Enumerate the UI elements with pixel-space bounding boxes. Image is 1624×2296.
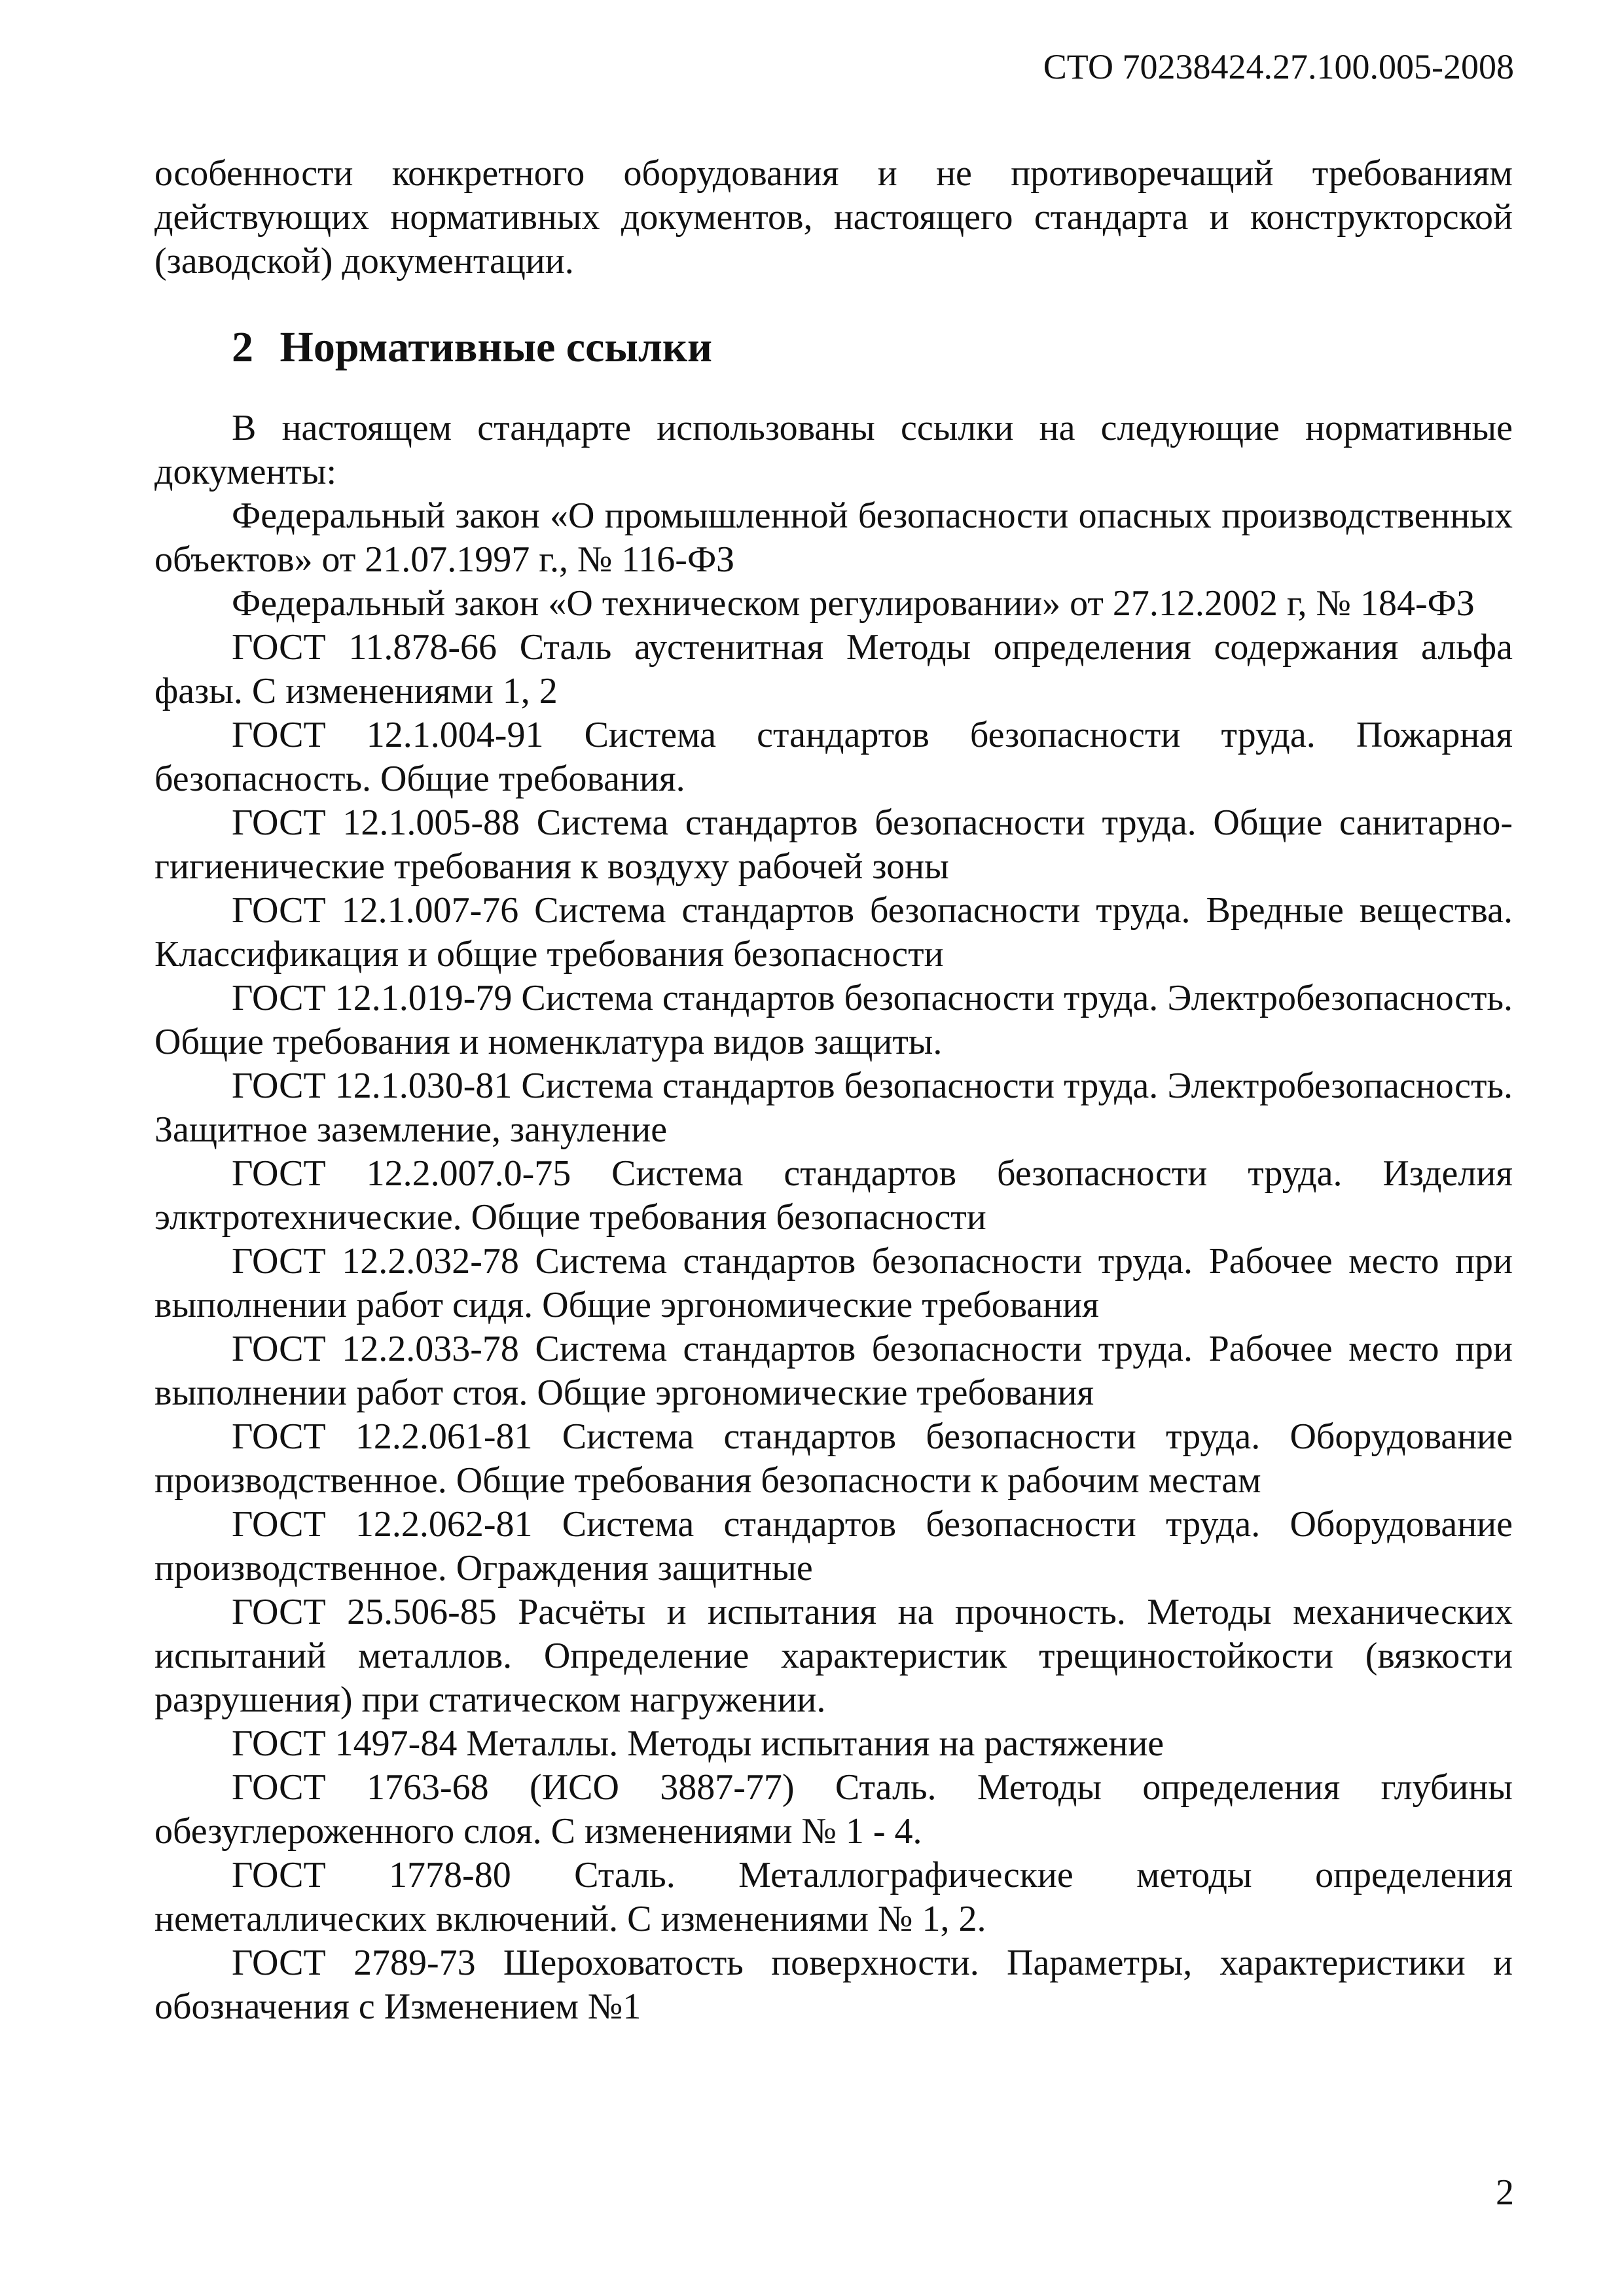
section-lead-paragraph: В настоящем стандарте использованы ссылки на следующие нормативные документы: <box>154 408 1513 492</box>
intro-paragraph: особенности конкретного оборудования и не противоречащий требованиям действующих нормативных документов, настоящего стандарта и конструкторской (заводской) документации. <box>154 153 1513 281</box>
reference-item: ГОСТ 2789-73 Шероховатость поверхности. Параметры, характеристики и обозначения с Изменением №1 <box>154 1943 1513 2027</box>
reference-item: ГОСТ 1763-68 (ИСО 3887-77) Сталь. Методы определения глубины обезуглероженного слоя. С изменениями № 1 - 4. <box>154 1767 1513 1852</box>
reference-item: ГОСТ 12.2.062-81 Система стандартов безопасности труда. Оборудование производственное. Ограждения защитные <box>154 1504 1513 1588</box>
reference-item: ГОСТ 12.1.019-79 Система стандартов безопасности труда. Электробезопасность. Общие требования и номенклатура видов защиты. <box>154 978 1513 1062</box>
reference-item: ГОСТ 12.2.033-78 Система стандартов безопасности труда. Рабочее место при выполнении работ стоя. Общие эргономические требования <box>154 1329 1513 1413</box>
document-code-header: СТО 70238424.27.100.005-2008 <box>1043 47 1514 86</box>
reference-item: ГОСТ 12.1.030-81 Система стандартов безопасности труда. Электробезопасность. Защитное заземление, зануление <box>154 1066 1513 1150</box>
page-number: 2 <box>1496 2172 1514 2213</box>
section-title: Нормативные ссылки <box>280 323 712 371</box>
references-list <box>154 494 1513 2029</box>
reference-item: ГОСТ 12.2.032-78 Система стандартов безопасности труда. Рабочее место при выполнении работ сидя. Общие эргономические требования <box>154 1241 1513 1325</box>
reference-item: ГОСТ 1778-80 Сталь. Металлографические методы определения неметаллических включений. С изменениями № 1, 2. <box>154 1855 1513 1939</box>
reference-item: Федеральный закон «О промышленной безопасности опасных производственных объектов» от 21.07.1997 г., № 116-ФЗ <box>154 495 1513 580</box>
reference-item: ГОСТ 12.2.007.0-75 Система стандартов безопасности труда. Изделия элктротехнические. Общие требования безопасности <box>154 1153 1513 1238</box>
page-content <box>154 152 1513 2029</box>
reference-item: ГОСТ 12.1.005-88 Система стандартов безопасности труда. Общие санитарно-гигиенические требования к воздуху рабочей зоны <box>154 802 1513 887</box>
reference-item: ГОСТ 12.1.004-91 Система стандартов безопасности труда. Пожарная безопасность. Общие требования. <box>154 715 1513 799</box>
reference-item: ГОСТ 1497-84 Металлы. Методы испытания на растяжение <box>232 1723 1164 1764</box>
section-heading <box>232 321 1513 374</box>
reference-item: ГОСТ 12.1.007-76 Система стандартов безопасности труда. Вредные вещества. Классификация и общие требования безопасности <box>154 890 1513 975</box>
reference-item: ГОСТ 12.2.061-81 Система стандартов безопасности труда. Оборудование производственное. Общие требования безопасности к рабочим местам <box>154 1416 1513 1501</box>
reference-item: ГОСТ 25.506-85 Расчёты и испытания на прочность. Методы механических испытаний металлов. Определение характеристик трещиностойкости (вязкости разрушения) при статическом нагружении. <box>154 1592 1513 1720</box>
reference-item: ГОСТ 11.878-66 Сталь аустенитная Методы определения содержания альфа фазы. С изменениями 1, 2 <box>154 627 1513 711</box>
section-number: 2 <box>232 323 253 371</box>
reference-item: Федеральный закон «О техническом регулировании» от 27.12.2002 г, № 184-ФЗ <box>232 583 1475 624</box>
